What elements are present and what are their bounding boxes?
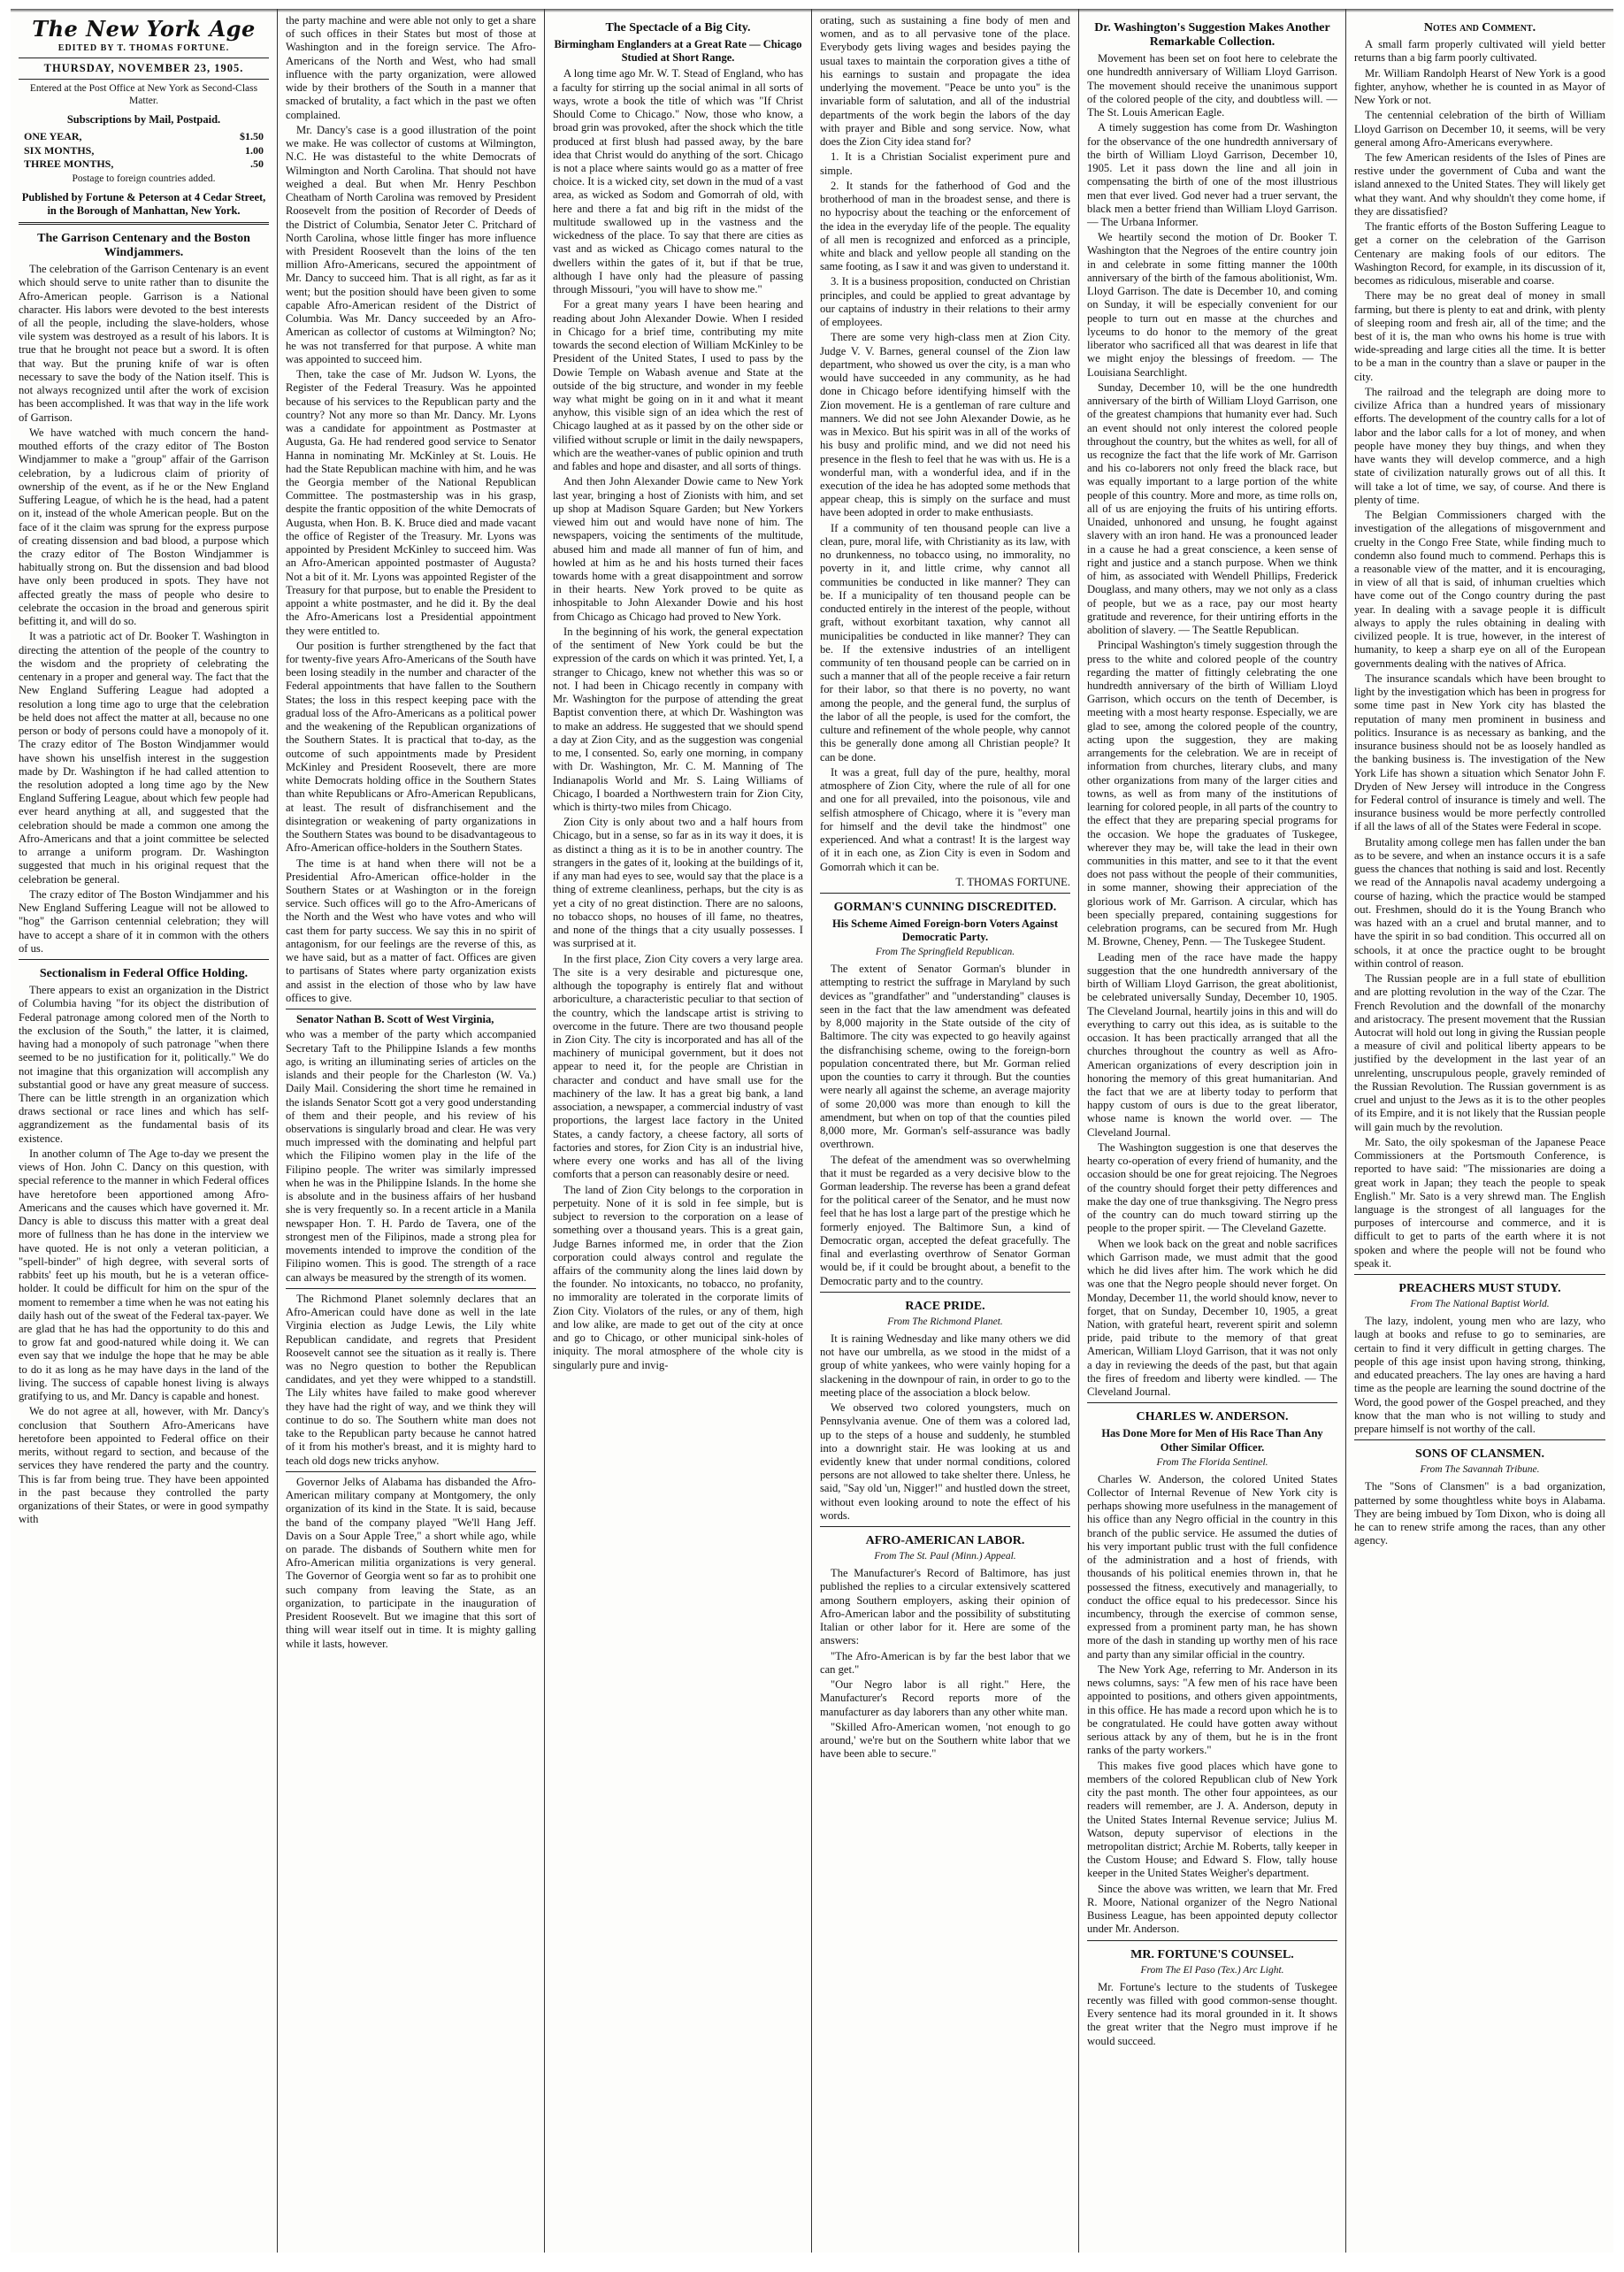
- price-row: THREE MONTHS, .50: [24, 157, 264, 171]
- article-paragraph: We have watched with much concern the hand-mouthed efforts of the crazy editor of The Boston Windjammer to make a "group" affair of the Garrison celebration, by a ludicrous claim of priority of ownership of the event, as if he or the New England Suffering League, of which he is the head, had a patent on it, instead of the whole American people. But on the face of it the claim was sprung for the express purpose of creating dissension and bad blood, a purpose which the crazy editor of The Boston Windjammer is habitually strong on. But the dissension and bad blood have only been produced in spots. They have not affected greatly the mass of people who desire to celebrate the occasion in the broad and generous spirit befitting it, and will do so.: [19, 426, 269, 628]
- article-paragraph: Governor Jelks of Alabama has disbanded the Afro-American military company at Montgomery, the only organization of its kind in the State. It is said, because the band of the company played "We'll Hang Jeff. Davis on a Sour Apple Tree," a short while ago, while on parade. The disbands of Southern white men for Afro-American militia organizations is very general. The Governor of Georgia went so far as to prohibit one such company from leaving the State, as an organization, to participate in the inauguration of President Roosevelt. But we imagine that this sort of thing will wear itself out in time. It is mighty galling while it lasts, however.: [286, 1475, 536, 1650]
- article-paragraph: Principal Washington's timely suggestion through the press to the white and colored people of the country regarding the matter of fittingly celebrating the one hundredth anniversary of the birth of William Lloyd Garrison, which occurs on the tenth of December, is meeting with a most hearty response. Especially, we are glad to see, among the colored people of the country, acting upon the suggestion, they are making arrangements for the celebration. We are in receipt of information from churches, literary clubs, and many other organizations from many of the larger cities and towns, as well as from many of the institutions of learning for colored people, in all parts of the country to the effect that they are preparing special programs for the occasion. We hope the graduates of Tuskegee, wherever they may be, will take the lead in their own communities in this matter, and see to it that the event does not pass without the people of their communities, in some manner, showing their appreciation of the glorious work of Mr. Garrison. A circular, which has been specially prepared, containing suggestions for celebration programs, can be secured from Mr. Hugh M. Browne, Cheney, Penn. — The Tuskegee Student.: [1087, 639, 1337, 948]
- article-paragraph: The Russian people are in a full state of ebullition and are plotting revolution in the way of the Czar. The French Revolution and the downfall of the monarchy and aristocracy. The present movement that the Russian Autocrat will hold out long in giving the Russian people a measure of civil and political liberty appears to be justified by the development in the last year of an unrelenting, unscrupulous people, gravely reminded of the Russian Revolution. The Russian government is as cruel and unjust to the Jews as it is to the other peoples of its Empire, and it is not likely that the Russian people will gain much by the revolution.: [1354, 972, 1605, 1133]
- article-source: From The St. Paul (Minn.) Appeal.: [874, 1551, 1016, 1562]
- article-headline: The Garrison Centenary and the Boston Windjammers.: [37, 231, 250, 259]
- article-paragraph: Leading men of the race have made the happy suggestion that the one hundredth anniversary of the birth of William Lloyd Garrison, the great abolitionist, be celebrated universally Sunday, December 10, 1905. The Cleveland Journal, heartily joins in this and will do everything to carry out this idea, as is suitable to the occasion. It has been practically arranged that all the churches throughout the country as well as Afro-American organizations of every description join in honoring the memory of this great humanitarian. And the fact that we are at liberty today to perform that happy custom of ours is due to the great liberator, whose name is known the world over. — The Cleveland Journal.: [1087, 950, 1337, 1139]
- article-paragraph: Sunday, December 10, will be the one hundredth anniversary of the birth of William Lloyd Garrison, one of the greatest champions that humanity ever had. Such an event should not only interest the colored people throughout the country, but the whites as well, for all of us recognize the fact that the life work of Mr. Garrison and his co-laborers not only freed the black race, but was equally important to a large portion of the white people of this country. More and more, as time rolls on, all of us are enjoying the fruits of his untiring efforts. Unaided, unhonored and unsung, he fought against slavery with an iron hand. He was a pronounced leader in a cause he had a great conscience, a keen sense of right and justice and a stanch purpose. When we think of him, as associated with Wendell Phillips, Frederick Douglass, and many others, may we not only as a class of people, but we as a race, pay our most hearty gratitude and reverence, for their untiring efforts in the abolition of slavery. — The Seattle Republican.: [1087, 380, 1337, 637]
- article-paragraph: The lazy, indolent, young men who are lazy, who laugh at books and refuse to go to seminaries, are certain to find it very difficult in getting charges. The people of this age insist upon having strong, thinking, and educated preachers. The lay ones are having a hard time as the people are learning the sound doctrine of the Word, the good power of the Gospel preached, and they know that the man who is not willing to study and prepare himself is not worthy of the call.: [1354, 1315, 1605, 1436]
- subscriptions-title: Subscriptions by Mail, Postpaid.: [66, 113, 221, 127]
- dateline: THURSDAY, NOVEMBER 23, 1905.: [43, 62, 244, 75]
- article-paragraph: "Skilled Afro-American women, 'not enough to go around,' we're but on the Southern white labor that we have been able to secure.": [820, 1720, 1070, 1761]
- article-headline: Notes and Comment.: [1423, 21, 1536, 35]
- postage-note: Postage to foreign countries added.: [72, 173, 216, 184]
- article-paragraph: And then John Alexander Dowie came to New York last year, bringing a host of Zionists with him, and set up shop at Madison Square Garden; but New Yorkers viewed him out and would have none of him. The newspapers, voicing the sentiments of the multitude, abused him and made all manner of fun of him, and howled at him as he and his hosts turned their faces towards home with a great disappointment and sorrow in their hearts. New York proved to be quite as inhospitable to John Alexander Dowie and his host from Chicago as Chicago had proved to New York.: [553, 475, 803, 623]
- article-headline: CHARLES W. ANDERSON.: [1136, 1410, 1289, 1424]
- article-headline: GORMAN'S CUNNING DISCREDITED.: [833, 901, 1057, 914]
- article-headline: RACE PRIDE.: [905, 1299, 985, 1313]
- column-4: [812, 9, 1079, 2253]
- article-paragraph: The extent of Senator Gorman's blunder in attempting to restrict the suffrage in Maryland by such devices as "grandfather" and "understanding" clauses is seen in the fact that the law amendment was defeated by 8,000 majority in the State outside of the city of Baltimore. The city was expected to go heavily against the disfranchising scheme, owing to the foreign-born population concentrated there, but Mr. Gorman relied upon the counties to carry it through. But the counties were nearly all against the scheme, an average majority of some 20,000 was more than enough to kill the amendment, but when on top of that the counties piled 8,000 more, Mr. Gorman's self-assurance was badly overthrown.: [820, 963, 1070, 1151]
- masthead-title: The New York Age: [32, 16, 256, 42]
- article-paragraph: In the beginning of his work, the general expectation of the sentiment of New York could be but the expression of the cards on which it was printed. Yet, I, a stranger to Chicago, knew not whether this was so or not. I had been in Chicago recently in company with Mr. Washington for the purpose of attending the great Baptist convention there, at which Dr. Washington was to make an address. He suggested that we should spend a day at Zion City, and as the suggestion was congenial to me, I consented. So, early one morning, in company with Dr. Washington, Mr. C. M. Manning of The Indianapolis World and Mr. S. Laing Williams of Chicago, I boarded a Northwestern train for Zion City, which is thirty-two miles from Chicago.: [553, 625, 803, 813]
- article-paragraph: The defeat of the amendment was so overwhelming that it must be regarded as a very decisive blow to the Gorman leadership. The reverse has been a grand defeat for the political career of the Senator, and he must now feel that he has lost a large part of the prestige which he formerly enjoyed. The Baltimore Sun, a kind of Democratic organ, accepted the defeat gracefully. The final and everlasting overthrow of Senator Gorman would be, if it could be brought about, a benefit to the Democratic party and to the country.: [820, 1153, 1070, 1287]
- article-source: From The Springfield Republican.: [875, 947, 1015, 958]
- article-paragraph: It was a patriotic act of Dr. Booker T. Washington in directing the attention of the people of the country to the wisdom and the propriety of celebrating the centenary in a proper and general way. The fact that the New England Suffering League had adopted a resolution a long time ago to urge that the celebration be held does not affect the matter at all, because no one person or body of persons could have a monopoly of it. The crazy editor of The Boston Windjammer would have shown his unselfish interest in the suggestion made by Dr. Washington if he had called attention to the resolution adopted a long time ago by the New England Suffering League, about which few people had ever heard anything at all, and suggested that the celebration should be made a common one among the Afro-Americans and that a joint committee be selected to arrange a uniform program. Dr. Washington suggested that much in his original request that the celebration be general.: [19, 630, 269, 886]
- article-paragraph: There are some very high-class men at Zion City. Judge V. V. Barnes, general counsel of the Zion law department, who showed us over the city, is a man who would have succeeded in any community, as he had done in Chicago before identifying himself with the Zion movement. He is a gentleman of rare culture and manners. We did not see John Alexander Dowie, as he was in Mexico. But his spirit was in all of the works of his busy and prolific mind, and we did not need his presence in the flesh to feel that he was with us. He is a wonderful man, with a wonderful idea, and if in the execution of the idea he has adopted some methods that appear cheap, this is simply on the surface and must have been adopted in order to make enthusiasts.: [820, 331, 1070, 519]
- article-source: From The Florida Sentinel.: [1156, 1456, 1268, 1468]
- column-3: [545, 9, 812, 2253]
- article-paragraph: A long time ago Mr. W. T. Stead of England, who has a faculty for stirring up the social animal in all sorts of ways, wrote a book the title of which was "If Christ Should Come to Chicago." Now, those who know, a broad grin was provoked, after the shock which the title produced at first blush had passed away, by the bare idea that Christ would do anything of the sort. Chicago is not a place where saints would go as a matter of free choice. It is a wicked city, set down in the mud of a vast area, as wicked as Sodom and Gomorrah of old, with here and there a fat and big rift in the midst of the multitude swallowed up in the vastness and the wickedness of the place. To say that there are cities as vast and as wicked as Chicago comes natural to the dwellers within the gates of it, but if that be true, although I have only had the pleasure of passing through Missouri, "you will have to show me.": [553, 67, 803, 296]
- newspaper-page: [11, 9, 1613, 2253]
- article-headline: SONS OF CLANSMEN.: [1414, 1447, 1545, 1462]
- article-paragraph: This makes five good places which have gone to members of the colored Republican club of New York city the past month. The other four appointees, as our readers will remember, are J. A. Anderson, deputy in the United States Internal Revenue service; Julius M. Watson, deputy supervisor of elections in the metropolitan district; Archie M. Roberts, tally keeper in the Custom House; and Edward S. Flow, tally house keeper in the United States Weigher's department.: [1087, 1759, 1337, 1880]
- article-paragraph: Charles W. Anderson, the colored United States Collector of Internal Revenue of New York city is perhaps showing more usefulness in the management of his office than any Negro official in the country in this branch of the public service. He assumed the duties of his very important public trust with the full confidence of the administration and a host of friends, with thousands of his political enemies thrown in, that he possessed the fitness, executively and managerially, to conduct the office equal to his predecessor. Since his incumbency, through the exercise of common sense, expressed from a prominent party man, he has shown more of the dash in standing up worthy men of his race and party than any similar official in the country.: [1087, 1472, 1337, 1661]
- article-paragraph: The insurance scandals which have been brought to light by the investigation which has been in progress for some time past in New York city has blasted the reputation of many men prominent in business and politics. Insurance is as necessary as banking, and the insurance business should not be as loosely handled as the banking business is. The investigation of the New York Life has shown a situation which Senator John F. Dryden of New Jersey will introduce in the Congress for Federal control of insurance is timely and well. The insurance business would be more perfectly controlled if all the laws of all of the States were Federal in scope.: [1354, 672, 1605, 833]
- column-2: [278, 9, 545, 2253]
- article-paragraph: Since the above was written, we learn that Mr. Fred R. Moore, National organizer of the Negro National Business League, has been appointed deputy collector under Mr. Anderson.: [1087, 1882, 1337, 1936]
- article-paragraph: Senator Nathan B. Scott of West Virginia,: [296, 1013, 494, 1026]
- article-source: From The El Paso (Tex.) Arc Light.: [1140, 1964, 1284, 1976]
- publisher-line: Published by Fortune & Peterson at 4 Cedar Street, in the Borough of Manhattan, New York.: [21, 190, 266, 218]
- article-paragraph: There may be no great deal of money in small farming, but there is plenty to eat and drink, with plenty of sleeping room and fresh air, all of the time; and the best of it is, the man who owns his home is true with wide-spreading and large cities all the time. It is better to be a man in the country than a slave or pauper in the city.: [1354, 289, 1605, 383]
- article-paragraph: There appears to exist an organization in the District of Columbia having "for its object the distribution of Federal patronage among colored men of the North to the exclusion of the South," the latter, it is claimed, having had a monopoly of such patronage "when there seemed to be no justification for it, politically." We do not imagine that this organization will accomplish any substantial good or have any great measure of success. There can be little strength in an organization which draws sectional or race lines and which has self-aggrandizement as the fundamental basis of its existence.: [19, 984, 269, 1145]
- article-paragraph: the party machine and were able not only to get a share of such offices in their States but most of those at Washington and in the foreign service. The Afro-Americans of the North and West, who had small influence with the party organization, were allowed wide by their brothers of the South in a manner that smacked of brutality, a fact which in the past we often complained.: [286, 14, 536, 121]
- article-paragraph: The Manufacturer's Record of Baltimore, has just published the replies to a circular extensively scattered among Southern employers, asking their opinion of Afro-American labor and the possibility of substituting Italian or other labor for it. Here are some of the answers:: [820, 1567, 1070, 1647]
- article-subheadline: His Scheme Aimed Foreign-born Voters Against Democratic Party.: [832, 917, 1058, 944]
- article-paragraph: orating, such as sustaining a fine body of men and women, and as to all pervasive tone of the place. Everybody gets living wages and besides paying the usual taxes to maintain the corporation gives a tithe of his earnings to sustain and propagate the idea underlying the movement. "Peace be unto you" is the invariable form of salutation, and all of the industrial departments of the work begin the labors of the day with prayer and Bible and song service. Now, what does the Zion City idea stand for?: [820, 14, 1070, 149]
- article-paragraph: We observed two colored youngsters, much on Pennsylvania avenue. One of them was a colored lad, up to the steps of a house and suddenly, he stumbled into a downright stair. He was looking at us and evidently knew that under normal conditions, colored persons are not allowed to take shelter there. Unless, he said, "Say old 'un, Nigger!" and hustled down the street, without even looking around to note the effect of his words.: [820, 1401, 1070, 1522]
- article-signature: T. THOMAS FORTUNE.: [955, 875, 1070, 888]
- article-paragraph: The Richmond Planet solemnly declares that an Afro-American could have done as well in the late Virginia election as Judge Lewis, the Lily white Republican candidate, and regrets that President Roosevelt cannot see the situation as it really is. There was no Negro question to bother the Republican candidates, and yet they were whipped to a standstill. The Lily whites have failed to make good wherever they have had the right of way, and we think they will continue to do so. The Southern white man does not take to the Republican party because he cannot hatred of it from his mother's breast, and it is mighty hard to teach old dogs new tricks anyhow.: [286, 1292, 536, 1467]
- article-headline: AFRO-AMERICAN LABOR.: [865, 1534, 1025, 1548]
- article-paragraph: 2. It stands for the fatherhood of God and the brotherhood of man in the broadest sense, and there is no hypocrisy about the teaching or the enforcement of the idea in the everyday life of the people. The equality of all men is recognized and enforced as a principle, white and black and yellow people all standing on the same footing, as I saw it and was given to understand it.: [820, 179, 1070, 273]
- article-paragraph: The railroad and the telegraph are doing more to civilize Africa than a hundred years of missionary efforts. The development of the country calls for a lot of labor and the labor calls for a lot of money, and when people have money they buy things, and when they have wants they will develop commerce, and a high state of civilization naturally grows out of all this. It will take a lot of time, we say, of course. And there is plenty of time.: [1354, 385, 1605, 506]
- masthead-editor: EDITED BY T. THOMAS FORTUNE.: [57, 43, 230, 54]
- article-paragraph: Our position is further strengthened by the fact that for twenty-five years Afro-Americans of the South have been losing steadily in the number and character of the Federal appointments that have fallen to the Southern States; the loss in this respect keeping pace with the gradual loss of the Afro-Americans as a political power and the weakening of the Republican organizations of the Southern States. It is practical that to-day, as the outcome of such appointments made by President McKinley and President Roosevelt, there are more white Democrats holding office in the Southern States than white Republicans or Afro-American Republicans, at least. The result of disfranchisement and the disintegration or weakening of party organizations in the Southern States was bound to be disadvantageous to Afro-American office-holders in the Southern States.: [286, 639, 536, 855]
- article-paragraph: Mr. Sato, the oily spokesman of the Japanese Peace Commissioners at the Portsmouth Conference, is reported to have said: "The missionaries are doing a great work in Japan; they teach the people to speak English." Mr. Sato is a very shrewd man. The English language is the strongest of all languages for the purposes of intercourse and commerce, and it is difficult to get to parts of the earth where it is not spoken and where the people will not be found who speak it.: [1354, 1135, 1605, 1270]
- article-paragraph: The "Sons of Clansmen" is a bad organization, patterned by some thoughtless white boys in Alabama. They are being imbued by Tom Dixon, who is doing all he can to renew strife among the races, than any other agency.: [1354, 1480, 1605, 1547]
- article-subheadline: Birmingham Englanders at a Great Rate — Chicago Studied at Short Range.: [554, 38, 802, 65]
- article-headline: The Spectacle of a Big City.: [605, 21, 751, 35]
- article-source: From The National Baptist World.: [1410, 1299, 1550, 1310]
- article-headline: MR. FORTUNE'S COUNSEL.: [1130, 1947, 1294, 1961]
- article-source: From The Savannah Tribune.: [1420, 1464, 1540, 1476]
- article-headline: PREACHERS MUST STUDY.: [1398, 1282, 1561, 1296]
- article-paragraph: If a community of ten thousand people can live a clean, pure, moral life, with Christianity as its law, with no drunkenness, no tobacco using, no immorality, no poverty in it, and little crime, why cannot all communities be conducted in like manner? They can be. If a municipality of ten thousand people can be conducted entirely in the interest of the people, without graft, without exorbitant taxation, why cannot all municipalities be conducted in like manner? They can be. If the extensive industries of an intelligent community of ten thousand people can be carried on in such a manner that all of the people receive a fair return for their labor, so that there is no poverty, no want among the people, and the general fund, the surplus of the labor of all the people, is used for the comfort, the culture and refinement of the whole people, why cannot this be generally done among all Christian people? It can be done.: [820, 521, 1070, 764]
- article-paragraph: For a great many years I have been hearing and reading about John Alexander Dowie. When I resided in Chicago for a brief time, contributing my mite towards the second election of William McKinley to be President of the United States, I used to pass by the Dowie Temple on Wabash avenue and State at the outside of the big structure, and wonder in my feeble way what might be going on in it and what it meant anyhow, this visible sign of an idea which the rest of Chicago laughed at as it passed by on the other side or vilified without scruple or limit in the daily newspapers, which are the weather-vanes of public opinion and truth and fables and hope and disaster, and all sorts of things.: [553, 298, 803, 473]
- article-paragraph: When we look back on the great and noble sacrifices which Garrison made, we must admit that the good which he did lives after him. The work which he did was one that the Negro people should never forget. On Monday, December 11, the world should know, never to forget, that on Sunday, December 10, 1905, a great Nation, with grateful heart, reverent spirit and solemn pride, paid tribute to the memory of that great American, William Lloyd Garrison, that it was not only a day in reviewing the deeds of the past, but that again the fires of freedom and liberty were kindled. — The Cleveland Journal.: [1087, 1237, 1337, 1399]
- article-paragraph: "The Afro-American is by far the best labor that we can get.": [820, 1649, 1070, 1676]
- column-6: [1346, 9, 1613, 2253]
- article-paragraph: The New York Age, referring to Mr. Anderson in its news columns, says: "A few men of his race have been appointed to positions, and others given appointments, in this office. He has made a record upon which he is to be congratulated. He could have gotten away without serious attack by any of them, but he is in the front ranks of the party workers.": [1087, 1662, 1337, 1757]
- article-headline: Dr. Washington's Suggestion Makes Another Remarkable Collection.: [1094, 21, 1330, 50]
- article-paragraph: The frantic efforts of the Boston Suffering League to get a corner on the celebration of the Garrison Centenary are making fools of our editors. The Washington Record, for example, in its discussion of it, becomes as ridiculous, miserable and coarse.: [1354, 220, 1605, 288]
- article-paragraph: It is raining Wednesday and like many others we did not have our umbrella, as we stood in the midst of a group of white yankees, who were vainly hoping for a slackening in the downpour of rain, in order to go to the meeting place of the association a block below.: [820, 1332, 1070, 1399]
- entered-notice: Entered at the Post Office at New York as Second-Class Matter.: [29, 83, 258, 107]
- column-1: [11, 9, 278, 2253]
- article-paragraph: The land of Zion City belongs to the corporation in perpetuity. None of it is sold in fee simple, but is subject to reversion to the corporation on a lease of something over a thousand years. This is a great gain, Judge Barnes informed me, in order that the Zion corporation could always control and regulate the affairs of the community along the lines laid down by the founder. No intoxicants, no tobacco, no profanity, no immorality are tolerated in the corporate limits of Zion City. Violators of the rules, or any of them, high and low alike, are made to get out of the city at once and go to Chicago, or other municipal sink-holes of iniquity. The moral atmosphere of the whole city is singularly pure and invig-: [553, 1183, 803, 1371]
- price-row: ONE YEAR, $1.50: [24, 130, 264, 143]
- column-5: [1079, 9, 1346, 2253]
- article-paragraph: The crazy editor of The Boston Windjammer and his New England Suffering League will not be allowed to "hog" the Garrison centennial celebration; they will have to accept a share of it in common with the others of us.: [19, 887, 269, 955]
- article-paragraph: The few American residents of the Isles of Pines are restive under the government of Cuba and want the island annexed to the United States. They will likely get what they want. And why shouldn't they come home, if they are dissatisfied?: [1354, 150, 1605, 218]
- article-paragraph: The time is at hand when there will not be a Presidential Afro-American office-holder in the Southern States or at Washington or in the foreign service. Such offices will go to the Afro-Americans of the North and the West who have votes and who will cast them for party success. We say this in no spirit of antagonism, for our feelings are the reverse of this, as we have said, but as a matter of fact. Offices are given to partisans of States where party organization exists and assist in the election of those who by law have offices to give.: [286, 856, 536, 1004]
- article-paragraph: We heartily second the motion of Dr. Booker T. Washington that the Negroes of the entire country join in and celebrate in some fitting manner the 100th anniversary of the birth of the famous abolitionist, Wm. Lloyd Garrison. The date is December 10, and coming on Sunday, it will be especially convenient for our people to turn out en masse at the churches and lyceums to do honor to the memory of the great liberator who sacrificed all that was dearest in life that we might enjoy the blessings of freedom. — The Louisiana Searchlight.: [1087, 231, 1337, 379]
- article-paragraph: It was a great, full day of the pure, healthy, moral atmosphere of Zion City, where the rule of all for one and one for all prevailed, into the poisonous, vile and selfish atmosphere of Chicago, where it is "every man for himself and the devil take the hindmost" one experienced. And what a contrast! It is the largest way of it in each one, as Zion City is even in Sodom and Gomorrah which it can be.: [820, 765, 1070, 873]
- article-headline: Sectionalism in Federal Office Holding.: [39, 967, 249, 981]
- article-paragraph: The centennial celebration of the birth of William Lloyd Garrison on December 10, it seems, will be very general among Afro-Americans everywhere.: [1354, 109, 1605, 149]
- article-paragraph: Mr. Fortune's lecture to the students of Tuskegee recently was filled with good common-sense thought. Every sentence had its moral grounded in it. It shows the great writer that the Negro must improve if he would succeed.: [1087, 1980, 1337, 2047]
- article-paragraph: Mr. Dancy's case is a good illustration of the point we make. He was collector of customs at Wilmington, N.C. He was distasteful to the white Democrats of Wilmington and North Carolina. That should not have weighed a deal. But when Mr. Henry Peschbon Cheatham of North Carolina was removed by President Roosevelt from the position of Recorder of Deeds of the District of Columbia, Senator Jeter C. Pritchard of North Carolina, whose little finger has more influence with President Roosevelt than the loins of the ten million Afro-Americans, secured the appointment of Mr. Dancy to succeed him. That is all right, as far as it went; but the position should have been given to some capable Afro-American resident of the District of Columbia. Was Mr. Dancy succeeded by an Afro-American as collector of customs at Wilmington? No; he was not transferred for that purpose. A white man was appointed to succeed him.: [286, 123, 536, 365]
- article-source: From The Richmond Planet.: [887, 1316, 1003, 1327]
- article-paragraph: 3. It is a business proposition, conducted on Christian principles, and could be applied to great advantage by our captains of industry in their relations to their army of employees.: [820, 275, 1070, 329]
- article-paragraph: "Our Negro labor is all right." Here, the Manufacturer's Record reports more of the manufacturer as day laborers than any other white man.: [820, 1678, 1070, 1718]
- article-paragraph: Zion City is only about two and a half hours from Chicago, but in a sense, so far as in its way it does, it is as distinct a thing as it is to be in another country. The strangers in the gates of it, looking at the buildings of it, if any man had eyes to see, would say that the place is a thing of extreme cleanliness, perhaps, but the city is as yet a city of no great distinction. There are no saloons, no tobacco shops, no houses of ill fame, no theatres, and none of the things that a city usually possesses. I was surprised at it.: [553, 816, 803, 950]
- article-paragraph: 1. It is a Christian Socialist experiment pure and simple.: [820, 150, 1070, 177]
- article-subheadline: Has Done More for Men of His Race Than Any Other Similar Officer.: [1101, 1427, 1323, 1454]
- article-paragraph: A small farm properly cultivated will yield better returns than a big farm poorly cultivated.: [1354, 38, 1605, 65]
- article-paragraph: We do not agree at all, however, with Mr. Dancy's conclusion that Southern Afro-Americans have heretofore been appointed to Federal office on their merits, without regard to section, and because of the services they have rendered the party and the country. This is far from being true. They have been appointed in the past because they controlled the party organizations of their States, or were in good sympathy with: [19, 1405, 269, 1526]
- price-row: SIX MONTHS, 1.00: [24, 143, 264, 157]
- article-paragraph: The celebration of the Garrison Centenary is an event which should serve to unite rather than to disunite the Afro-American people. Garrison is a National character. His labors were devoted to the best interests of all the people, including the slave-holders, whose vile system was destroyed as a result of his labors. It is true that he brought not peace but a sword. It is often that way. But the pruning knife of war is often necessary to save the body of the Nation itself. This is not always recognized until after the work of excision has been accomplished. It was that way in the life work of Garrison.: [19, 263, 269, 424]
- article-paragraph: Brutality among college men has fallen under the ban as to be severe, and when an instance occurs it is a safe guess the chances that nothing is said and lost. Recently we read of the Annapolis naval academy undergoing a course of hazing, which the practice would be stamped out. Freshmen, should do it is the Young Branch who was hazed with an a cruel and brutal manner, and to have the spirit in so bad condition. This occurred all on schools, it at once the practice ought to be brought within control of reason.: [1354, 835, 1605, 970]
- article-paragraph: Mr. William Randolph Hearst of New York is a good fighter, anyhow, whether he is counted in as Mayor of New York or not.: [1354, 66, 1605, 107]
- article-paragraph: A timely suggestion has come from Dr. Washington for the observance of the one hundredth anniversary of the birth of William Lloyd Garrison, December 10, 1905. Let it pass down the line and all join in compensating the birth of one of the most illustrious men that ever lived. God never had a truer servant, the black men a better friend than William Lloyd Garrison. — The Urbana Informer.: [1087, 121, 1337, 228]
- article-paragraph: who was a member of the party which accompanied Secretary Taft to the Philippine Islands a few months ago, is writing an illuminating series of articles on the islands and their people for the Charleston (W. Va.) Daily Mail. Considering the short time he remained in the islands Senator Scott got a very good understanding of them and their people, and his review of his observations is singularly broad and clear. He was very much impressed with the dominating and helpful part which the Filipino women play in the life of the Filipino people. The writer was similarly impressed when he was in the Philippine Islands. In the home she is absolute and in the business affairs of her husband she is very frequently so. In a recent article in a Manila newspaper Hon. T. H. Pardo de Tavera, one of the strongest men of the Filipinos, made a strong plea for movements intended to improve the condition of the Filipino women. This is good. The strength of a race can always be measured by the strength of its women.: [286, 1028, 536, 1284]
- article-paragraph: Movement has been set on foot here to celebrate the one hundredth anniversary of William Lloyd Garrison. The movement should receive the unanimous support of the colored people of the city, and doubtless will. — The St. Louis American Eagle.: [1087, 52, 1337, 119]
- article-paragraph: The Belgian Commissioners charged with the investigation of the allegations of misgovernment and cruelty in the Congo Free State, while finding much to condemn also found much to commend. Perhaps this is a reasonable view of the matter, and it is encouraging, in view of all that is said, of inhuman cruelties which have come out of the Congo country during the past year. In dealing with a savage people it is difficult always to apply the rules obtaining in dealing with civilized people. It is true, however, in the interest of humanity, to keep a sharp eye on all of the European governments dealing with the natives of Africa.: [1354, 509, 1605, 670]
- article-paragraph: Then, take the case of Mr. Judson W. Lyons, the Register of the Federal Treasury. Was he appointed because of his services to the Republican party and the country? Not any more so than Mr. Dancy. Mr. Lyons was a candidate for appointment as Postmaster at Augusta, Ga. He had rendered good service to Senator Hanna in nominating Mr. McKinley at St. Louis. He had the State Republican machine with him, and he was the Georgia member of the National Republican Committee. The postmastership was in his grasp, despite the frantic opposition of the white Democrats of Augusta, when Hon. B. K. Bruce died and made vacant the office of Register of the Treasury. Mr. Lyons was appointed by President McKinley to succeed him. Was an Afro-American appointed postmaster of Augusta? Not a bit of it. Mr. Lyons was appointed Register of the Treasury for that purpose, but to enable the President to appoint a white postmaster, and he did it. By the deal the Afro-Americans lost a Presidential appointment they were entitled to.: [286, 368, 536, 637]
- article-paragraph: In another column of The Age to-day we present the views of Hon. John C. Dancy on this question, with special reference to the manner in which Federal offices have heretofore been apportioned among Afro-Americans and the causes which have governed it. Mr. Dancy is able to discuss this matter with a great deal more of fullness than he has done in the interview we have quoted. He is not only a veteran politician, a "spell-binder" of high degree, with several sorts of rabbits' feet up his mouth, but he is a veteran office-holder. It could be difficult for him on the spur of the moment to remember a time when he was not eating his daily hash out of the sweat of the Federal tax-payer. We are glad that he has had the opportunity to do this and to grow fat and good-natured while doing it. We can even say that we indulge the hope that he may be able to do it as long as he may have days in the land of the living. The success of capable honest living is always gratifying to us, and Mr. Dancy is capable and honest.: [19, 1147, 269, 1403]
- article-paragraph: In the first place, Zion City covers a very large area. The site is a very desirable and picturesque one, although the topography is entirely flat and without arboriculture, a characteristic peculiar to that section of the country, which the landscape artist is striving to overcome in the future. There are two thousand people in Zion City. The city is incorporated and has all of the machinery of municipal government, but it does not appear to need it, for the people are Christian in character and conduct and have small use for the machinery of the law. It has a great big bank, a land association, a newspaper, a commercial industry of vast proportions, the largest lace factory in the United States, a candy factory, a cheese factory, all sorts of factories and stores, for Zion City is an industrial hive, where every one works and has all of the living comforts that a person can reasonably desire or need.: [553, 952, 803, 1181]
- article-paragraph: The Washington suggestion is one that deserves the hearty co-operation of every friend of humanity, and the occasion should be one for great rejoicing. The Negroes of the country should forget their petty differences and make the day one of true thanksgiving. The Negro press of the country can do much toward stirring up the people to the proper spirit. — The Cleveland Gazette.: [1087, 1140, 1337, 1235]
